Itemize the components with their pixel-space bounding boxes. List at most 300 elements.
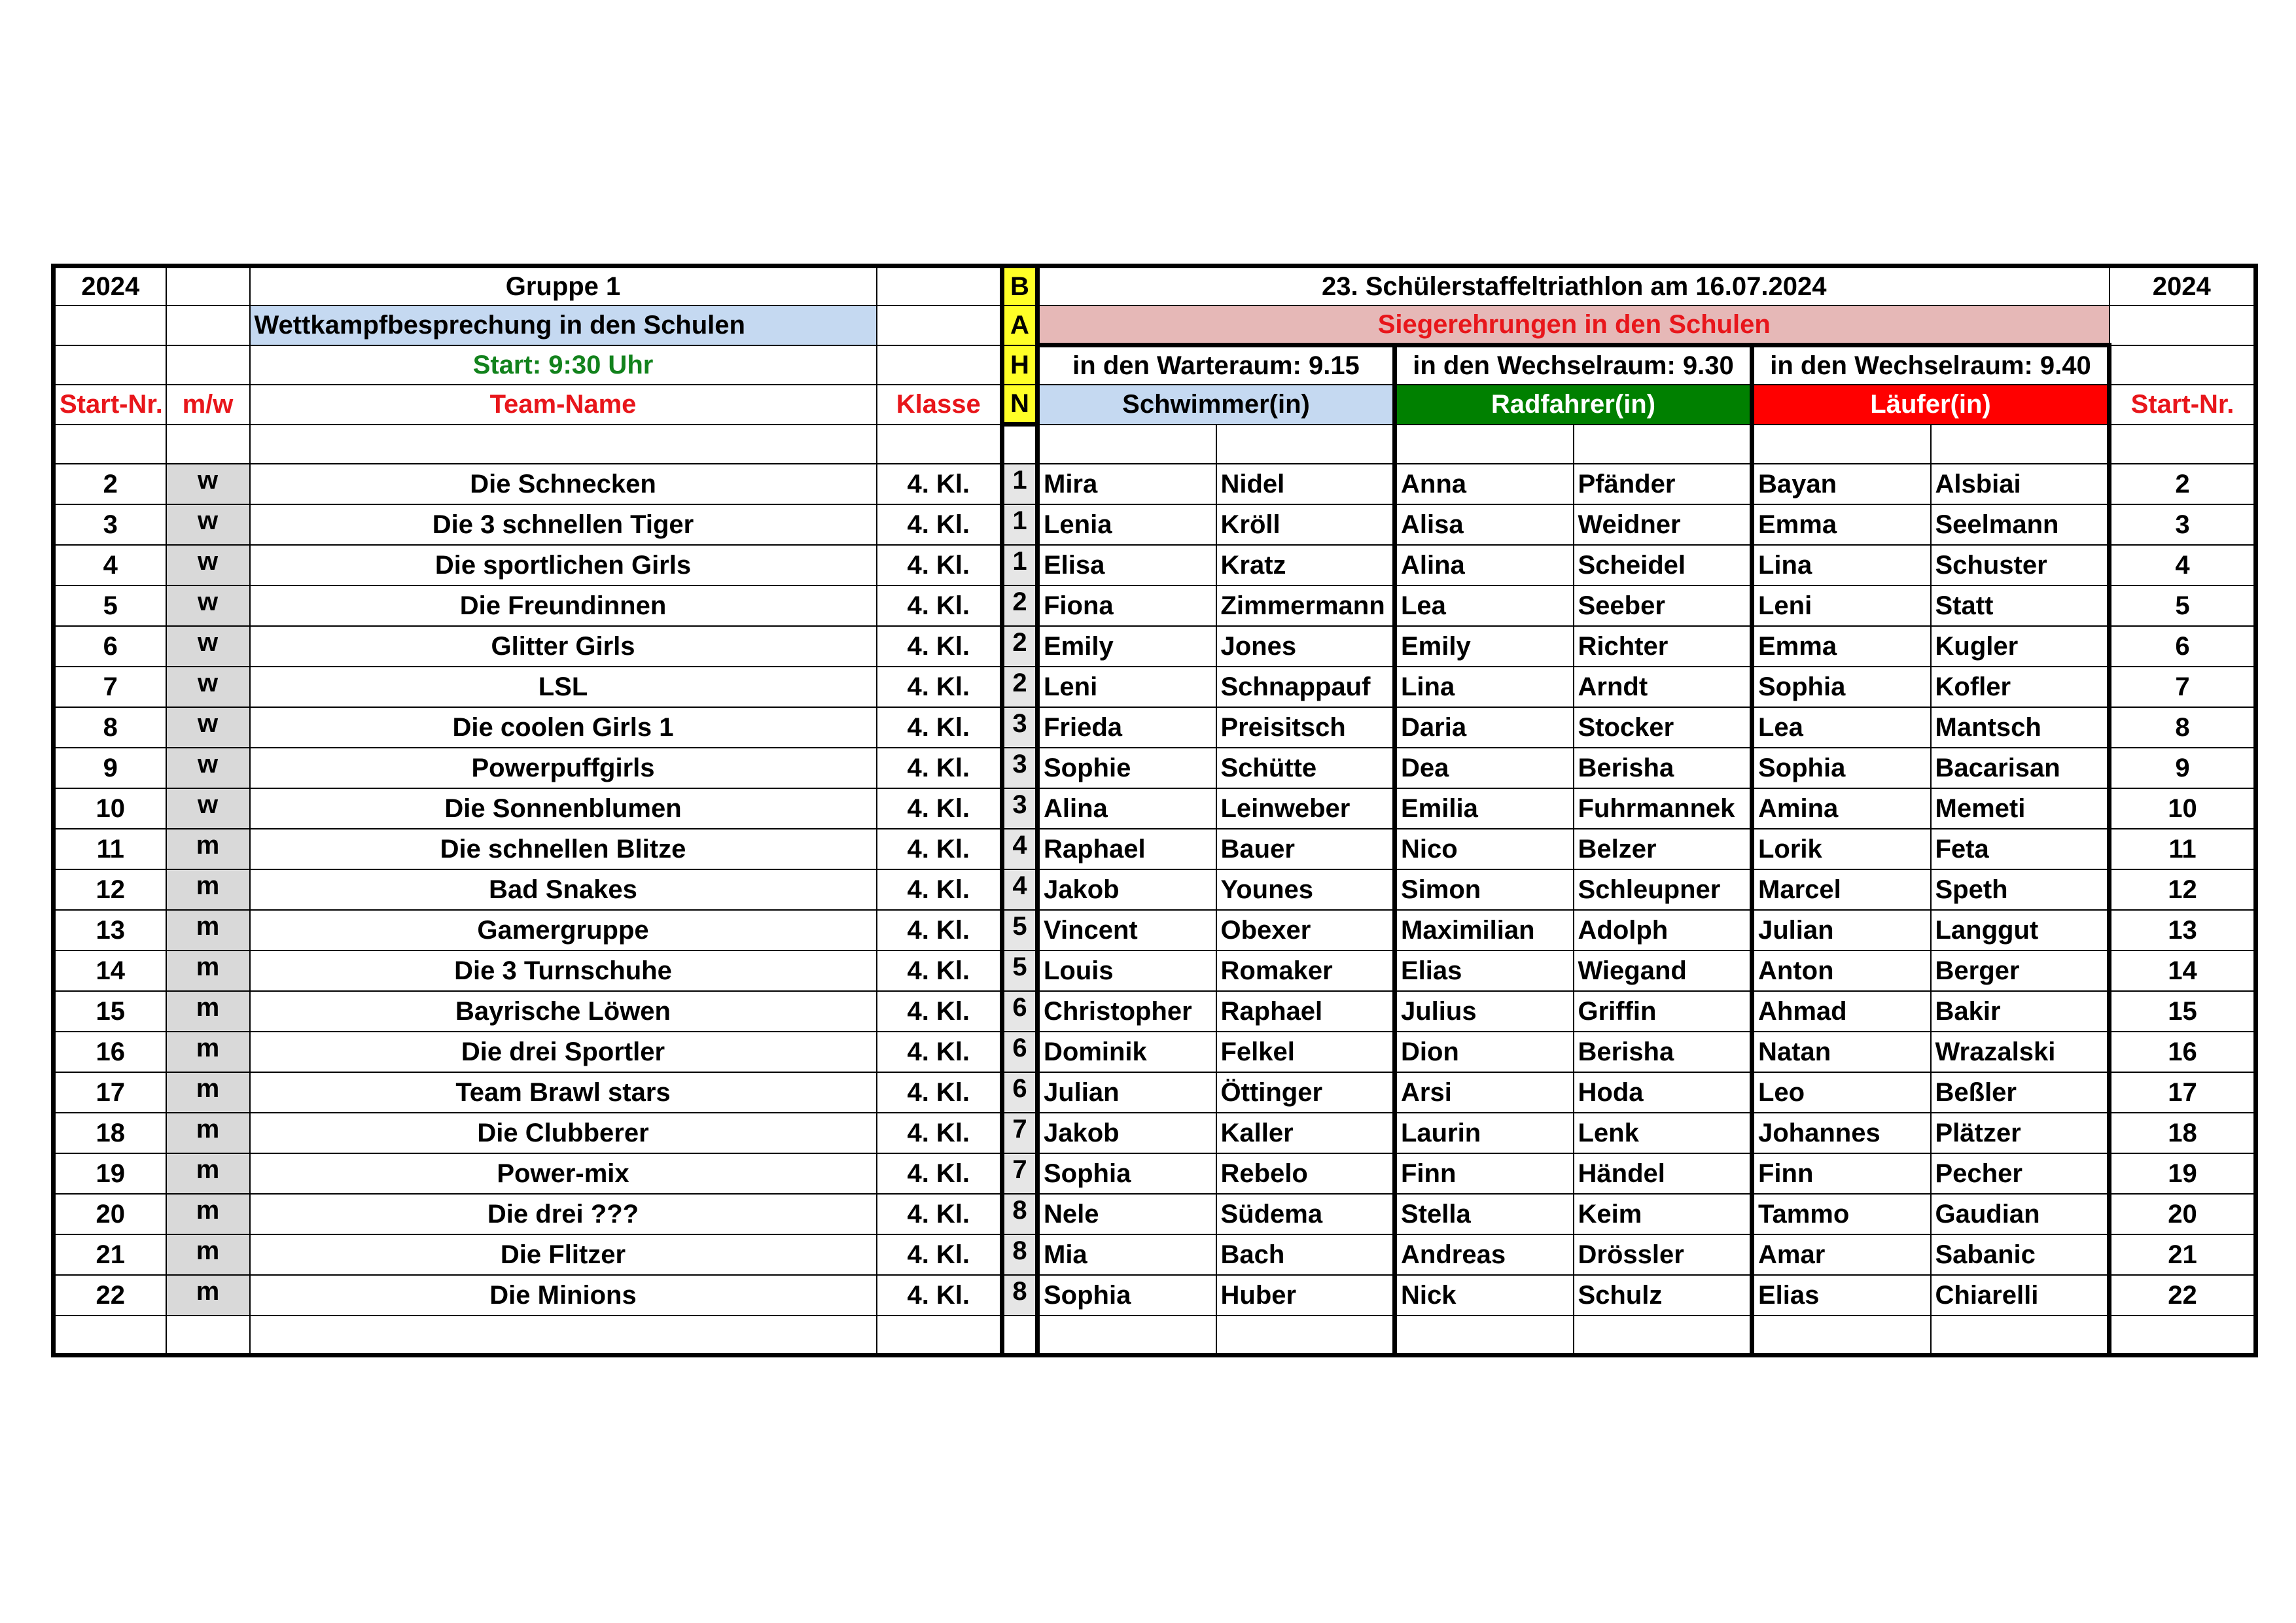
- cyclist-first-name: Emily: [1395, 626, 1574, 667]
- swimmer-first-name: Julian: [1038, 1072, 1216, 1113]
- team-name: Power-mix: [250, 1153, 877, 1194]
- empty-cell: [877, 266, 1002, 306]
- team-name: LSL: [250, 667, 877, 707]
- team-name: Die coolen Girls 1: [250, 707, 877, 748]
- runner-last-name: Feta: [1931, 829, 2110, 869]
- lane-number: 2: [1002, 626, 1038, 667]
- gender-mark: m: [166, 829, 250, 869]
- team-name: Die sportlichen Girls: [250, 545, 877, 585]
- lane-number: 8: [1002, 1234, 1038, 1275]
- runner-last-name: Bakir: [1931, 991, 2110, 1032]
- empty-cell: [1002, 1316, 1038, 1355]
- runner-first-name: Sophia: [1752, 748, 1931, 788]
- start-number: 20: [54, 1194, 166, 1234]
- table-row: [54, 788, 2256, 829]
- start-number: 14: [54, 951, 166, 991]
- runner-last-name: Memeti: [1931, 788, 2110, 829]
- runner-first-name: Finn: [1752, 1153, 1931, 1194]
- empty-cell: [1574, 1316, 1752, 1355]
- class-label: 4. Kl.: [877, 504, 1002, 545]
- empty-cell: [250, 1316, 877, 1355]
- gender-mark: m: [166, 1275, 250, 1316]
- warteraum-time: in den Warteraum: 9.15: [1038, 345, 1395, 385]
- swimmer-first-name: Mia: [1038, 1234, 1216, 1275]
- table-row: [54, 464, 2256, 504]
- runner-last-name: Wrazalski: [1931, 1032, 2110, 1072]
- runner-first-name: Tammo: [1752, 1194, 1931, 1234]
- cyclist-first-name: Andreas: [1395, 1234, 1574, 1275]
- swimmer-last-name: Öttinger: [1216, 1072, 1395, 1113]
- runner-first-name: Sophia: [1752, 667, 1931, 707]
- swimmer-last-name: Kratz: [1216, 545, 1395, 585]
- year-right: 2024: [2110, 266, 2256, 306]
- start-number: 9: [54, 748, 166, 788]
- gender-mark: w: [166, 464, 250, 504]
- start-number-right: 7: [2110, 667, 2256, 707]
- swimmer-last-name: Huber: [1216, 1275, 1395, 1316]
- gender-mark: w: [166, 626, 250, 667]
- table-row: [54, 1032, 2256, 1072]
- cyclist-first-name: Finn: [1395, 1153, 1574, 1194]
- start-number: 19: [54, 1153, 166, 1194]
- table-row: [54, 1275, 2256, 1316]
- empty-cell: [54, 1316, 166, 1355]
- start-number-right: 3: [2110, 504, 2256, 545]
- empty-cell: [166, 1316, 250, 1355]
- cyclist-last-name: Richter: [1574, 626, 1752, 667]
- start-number: 10: [54, 788, 166, 829]
- runner-first-name: Lina: [1752, 545, 1931, 585]
- swimmer-first-name: Lenia: [1038, 504, 1216, 545]
- empty-cell: [1752, 425, 1931, 464]
- start-number: 3: [54, 504, 166, 545]
- cyclist-last-name: Griffin: [1574, 991, 1752, 1032]
- class-label: 4. Kl.: [877, 1113, 1002, 1153]
- gender-mark: m: [166, 1194, 250, 1234]
- gender-mark: w: [166, 545, 250, 585]
- start-number: 4: [54, 545, 166, 585]
- cyclist-last-name: Weidner: [1574, 504, 1752, 545]
- class-label: 4. Kl.: [877, 829, 1002, 869]
- table-row: [54, 829, 2256, 869]
- start-number: 5: [54, 585, 166, 626]
- class-label: 4. Kl.: [877, 545, 1002, 585]
- gender-mark: w: [166, 707, 250, 748]
- start-number-right: 14: [2110, 951, 2256, 991]
- team-name: Die 3 Turnschuhe: [250, 951, 877, 991]
- swimmer-first-name: Sophia: [1038, 1275, 1216, 1316]
- team-name: Die Clubberer: [250, 1113, 877, 1153]
- runner-first-name: Julian: [1752, 910, 1931, 951]
- empty-cell: [54, 305, 166, 345]
- empty-cell: [1931, 1316, 2110, 1355]
- runner-last-name: Beßler: [1931, 1072, 2110, 1113]
- swimmer-last-name: Bach: [1216, 1234, 1395, 1275]
- empty-cell: [54, 345, 166, 385]
- empty-cell: [877, 305, 1002, 345]
- swimmer-first-name: Mira: [1038, 464, 1216, 504]
- cyclist-last-name: Schulz: [1574, 1275, 1752, 1316]
- team-name: Gamergruppe: [250, 910, 877, 951]
- swimmer-last-name: Younes: [1216, 869, 1395, 910]
- start-number-right: 15: [2110, 991, 2256, 1032]
- cyclist-first-name: Maximilian: [1395, 910, 1574, 951]
- cyclist-last-name: Fuhrmannek: [1574, 788, 1752, 829]
- empty-cell: [877, 345, 1002, 385]
- empty-cell: [1216, 425, 1395, 464]
- table-row: [54, 748, 2256, 788]
- empty-cell: [1002, 425, 1038, 464]
- gender-mark: m: [166, 1113, 250, 1153]
- start-number: 15: [54, 991, 166, 1032]
- awards-note: Siegerehrungen in den Schulen: [1038, 305, 2110, 345]
- team-name: Die Schnecken: [250, 464, 877, 504]
- runner-first-name: Amar: [1752, 1234, 1931, 1275]
- team-name: Die drei ???: [250, 1194, 877, 1234]
- runner-first-name: Marcel: [1752, 869, 1931, 910]
- runner-last-name: Kugler: [1931, 626, 2110, 667]
- gender-mark: m: [166, 1072, 250, 1113]
- cyclist-last-name: Belzer: [1574, 829, 1752, 869]
- runner-first-name: Lea: [1752, 707, 1931, 748]
- runner-first-name: Emma: [1752, 626, 1931, 667]
- cyclist-first-name: Simon: [1395, 869, 1574, 910]
- runner-first-name: Leo: [1752, 1072, 1931, 1113]
- lane-number: 8: [1002, 1194, 1038, 1234]
- swimmer-last-name: Schnappauf: [1216, 667, 1395, 707]
- empty-cell: [877, 1316, 1002, 1355]
- cyclist-first-name: Stella: [1395, 1194, 1574, 1234]
- swimmer-last-name: Nidel: [1216, 464, 1395, 504]
- runner-last-name: Pecher: [1931, 1153, 2110, 1194]
- empty-cell: [877, 425, 1002, 464]
- swimmer-first-name: Sophia: [1038, 1153, 1216, 1194]
- start-number-right: 18: [2110, 1113, 2256, 1153]
- swimmer-last-name: Schütte: [1216, 748, 1395, 788]
- swimmer-last-name: Jones: [1216, 626, 1395, 667]
- empty-cell: [1395, 425, 1574, 464]
- class-label: 4. Kl.: [877, 951, 1002, 991]
- start-time: Start: 9:30 Uhr: [250, 345, 877, 385]
- start-number-right: 6: [2110, 626, 2256, 667]
- bahn-letter-n: N: [1002, 385, 1038, 425]
- class-label: 4. Kl.: [877, 991, 1002, 1032]
- cyclist-first-name: Julius: [1395, 991, 1574, 1032]
- start-number: 7: [54, 667, 166, 707]
- lane-number: 4: [1002, 829, 1038, 869]
- start-number-right: 12: [2110, 869, 2256, 910]
- col-cyclist: Radfahrer(in): [1395, 385, 1752, 425]
- runner-last-name: Gaudian: [1931, 1194, 2110, 1234]
- lane-number: 5: [1002, 951, 1038, 991]
- runner-last-name: Bacarisan: [1931, 748, 2110, 788]
- start-number: 16: [54, 1032, 166, 1072]
- runner-last-name: Berger: [1931, 951, 2110, 991]
- lane-number: 1: [1002, 504, 1038, 545]
- swimmer-first-name: Fiona: [1038, 585, 1216, 626]
- cyclist-first-name: Lina: [1395, 667, 1574, 707]
- start-number-right: 10: [2110, 788, 2256, 829]
- empty-cell: [1038, 1316, 1216, 1355]
- lane-number: 7: [1002, 1153, 1038, 1194]
- swimmer-last-name: Felkel: [1216, 1032, 1395, 1072]
- lane-number: 3: [1002, 748, 1038, 788]
- empty-cell: [166, 305, 250, 345]
- table-row: [54, 545, 2256, 585]
- start-number-right: 11: [2110, 829, 2256, 869]
- swimmer-first-name: Frieda: [1038, 707, 1216, 748]
- start-number-right: 21: [2110, 1234, 2256, 1275]
- start-number: 11: [54, 829, 166, 869]
- cyclist-last-name: Schleupner: [1574, 869, 1752, 910]
- swimmer-last-name: Kaller: [1216, 1113, 1395, 1153]
- empty-cell: [54, 425, 166, 464]
- lane-number: 8: [1002, 1275, 1038, 1316]
- swimmer-last-name: Romaker: [1216, 951, 1395, 991]
- gender-mark: m: [166, 991, 250, 1032]
- cyclist-first-name: Arsi: [1395, 1072, 1574, 1113]
- team-name: Powerpuffgirls: [250, 748, 877, 788]
- empty-cell: [2110, 345, 2256, 385]
- swimmer-first-name: Sophie: [1038, 748, 1216, 788]
- team-name: Die Flitzer: [250, 1234, 877, 1275]
- wechselraum-time-1: in den Wechselraum: 9.30: [1395, 345, 1752, 385]
- cyclist-first-name: Alisa: [1395, 504, 1574, 545]
- table-row: [54, 1316, 2256, 1355]
- empty-cell: [2110, 425, 2256, 464]
- runner-first-name: Natan: [1752, 1032, 1931, 1072]
- cyclist-last-name: Händel: [1574, 1153, 1752, 1194]
- swimmer-first-name: Alina: [1038, 788, 1216, 829]
- gender-mark: w: [166, 748, 250, 788]
- class-label: 4. Kl.: [877, 1275, 1002, 1316]
- cyclist-last-name: Pfänder: [1574, 464, 1752, 504]
- swimmer-first-name: Raphael: [1038, 829, 1216, 869]
- start-number: 17: [54, 1072, 166, 1113]
- lane-number: 3: [1002, 788, 1038, 829]
- runner-last-name: Sabanic: [1931, 1234, 2110, 1275]
- empty-cell: [250, 425, 877, 464]
- col-startnr: Start-Nr.: [54, 385, 166, 425]
- gender-mark: w: [166, 667, 250, 707]
- swimmer-first-name: Emily: [1038, 626, 1216, 667]
- group-title: Gruppe 1: [250, 266, 877, 306]
- start-number-right: 16: [2110, 1032, 2256, 1072]
- empty-cell: [166, 266, 250, 306]
- cyclist-last-name: Arndt: [1574, 667, 1752, 707]
- team-name: Glitter Girls: [250, 626, 877, 667]
- col-klasse: Klasse: [877, 385, 1002, 425]
- lane-number: 6: [1002, 1072, 1038, 1113]
- lane-number: 1: [1002, 545, 1038, 585]
- runner-first-name: Leni: [1752, 585, 1931, 626]
- col-startnr-right: Start-Nr.: [2110, 385, 2256, 425]
- class-label: 4. Kl.: [877, 1153, 1002, 1194]
- cyclist-last-name: Scheidel: [1574, 545, 1752, 585]
- empty-cell: [1038, 425, 1216, 464]
- runner-last-name: Mantsch: [1931, 707, 2110, 748]
- runner-first-name: Ahmad: [1752, 991, 1931, 1032]
- cyclist-last-name: Adolph: [1574, 910, 1752, 951]
- swimmer-first-name: Christopher: [1038, 991, 1216, 1032]
- gender-mark: w: [166, 788, 250, 829]
- cyclist-first-name: Dea: [1395, 748, 1574, 788]
- cyclist-first-name: Nico: [1395, 829, 1574, 869]
- runner-last-name: Alsbiai: [1931, 464, 2110, 504]
- cyclist-last-name: Drössler: [1574, 1234, 1752, 1275]
- bahn-letter-a: A: [1002, 305, 1038, 345]
- bahn-letter-b: B: [1002, 266, 1038, 306]
- runner-first-name: Emma: [1752, 504, 1931, 545]
- gender-mark: w: [166, 585, 250, 626]
- team-name: Die Freundinnen: [250, 585, 877, 626]
- table-row: [54, 1072, 2256, 1113]
- swimmer-last-name: Zimmermann: [1216, 585, 1395, 626]
- swimmer-last-name: Bauer: [1216, 829, 1395, 869]
- start-number-right: 4: [2110, 545, 2256, 585]
- class-label: 4. Kl.: [877, 869, 1002, 910]
- gender-mark: m: [166, 869, 250, 910]
- empty-cell: [2110, 305, 2256, 345]
- bahn-letter-h: H: [1002, 345, 1038, 385]
- class-label: 4. Kl.: [877, 585, 1002, 626]
- cyclist-last-name: Lenk: [1574, 1113, 1752, 1153]
- runner-last-name: Chiarelli: [1931, 1275, 2110, 1316]
- empty-cell: [2110, 1316, 2256, 1355]
- lane-number: 3: [1002, 707, 1038, 748]
- swimmer-first-name: Dominik: [1038, 1032, 1216, 1072]
- swimmer-first-name: Elisa: [1038, 545, 1216, 585]
- swimmer-last-name: Raphael: [1216, 991, 1395, 1032]
- start-number-right: 5: [2110, 585, 2256, 626]
- lane-number: 5: [1002, 910, 1038, 951]
- start-number: 13: [54, 910, 166, 951]
- table-row: [54, 991, 2256, 1032]
- class-label: 4. Kl.: [877, 667, 1002, 707]
- team-name: Die 3 schnellen Tiger: [250, 504, 877, 545]
- table-row: [54, 1153, 2256, 1194]
- swimmer-first-name: Vincent: [1038, 910, 1216, 951]
- start-number: 8: [54, 707, 166, 748]
- team-name: Die drei Sportler: [250, 1032, 877, 1072]
- briefing-note: Wettkampfbesprechung in den Schulen: [250, 305, 877, 345]
- cyclist-last-name: Stocker: [1574, 707, 1752, 748]
- class-label: 4. Kl.: [877, 707, 1002, 748]
- cyclist-first-name: Daria: [1395, 707, 1574, 748]
- class-label: 4. Kl.: [877, 1234, 1002, 1275]
- swimmer-first-name: Jakob: [1038, 869, 1216, 910]
- swimmer-first-name: Leni: [1038, 667, 1216, 707]
- class-label: 4. Kl.: [877, 626, 1002, 667]
- swimmer-last-name: Kröll: [1216, 504, 1395, 545]
- empty-cell: [1574, 425, 1752, 464]
- table-row: [54, 707, 2256, 748]
- start-number: 2: [54, 464, 166, 504]
- empty-cell: [1931, 425, 2110, 464]
- swimmer-first-name: Nele: [1038, 1194, 1216, 1234]
- col-swimmer: Schwimmer(in): [1038, 385, 1395, 425]
- runner-last-name: Kofler: [1931, 667, 2110, 707]
- table-row: [54, 1234, 2256, 1275]
- team-name: Die schnellen Blitze: [250, 829, 877, 869]
- lane-number: 2: [1002, 585, 1038, 626]
- runner-first-name: Lorik: [1752, 829, 1931, 869]
- class-label: 4. Kl.: [877, 1032, 1002, 1072]
- start-number: 6: [54, 626, 166, 667]
- cyclist-first-name: Emilia: [1395, 788, 1574, 829]
- cyclist-first-name: Nick: [1395, 1275, 1574, 1316]
- col-team-name: Team-Name: [250, 385, 877, 425]
- class-label: 4. Kl.: [877, 1072, 1002, 1113]
- table-row: [54, 1194, 2256, 1234]
- class-label: 4. Kl.: [877, 748, 1002, 788]
- table-row: [54, 504, 2256, 545]
- start-number: 18: [54, 1113, 166, 1153]
- class-label: 4. Kl.: [877, 464, 1002, 504]
- swimmer-last-name: Rebelo: [1216, 1153, 1395, 1194]
- runner-first-name: Johannes: [1752, 1113, 1931, 1153]
- empty-cell: [166, 425, 250, 464]
- table-row: [54, 626, 2256, 667]
- start-number-right: 22: [2110, 1275, 2256, 1316]
- swimmer-first-name: Louis: [1038, 951, 1216, 991]
- start-number-right: 2: [2110, 464, 2256, 504]
- runner-last-name: Langgut: [1931, 910, 2110, 951]
- swimmer-last-name: Leinweber: [1216, 788, 1395, 829]
- gender-mark: m: [166, 1234, 250, 1275]
- gender-mark: m: [166, 1153, 250, 1194]
- team-name: Team Brawl stars: [250, 1072, 877, 1113]
- cyclist-last-name: Seeber: [1574, 585, 1752, 626]
- gender-mark: w: [166, 504, 250, 545]
- cyclist-first-name: Elias: [1395, 951, 1574, 991]
- table-row: [54, 910, 2256, 951]
- cyclist-first-name: Alina: [1395, 545, 1574, 585]
- start-number-right: 8: [2110, 707, 2256, 748]
- empty-cell: [1216, 1316, 1395, 1355]
- cyclist-last-name: Wiegand: [1574, 951, 1752, 991]
- cyclist-last-name: Keim: [1574, 1194, 1752, 1234]
- lane-number: 6: [1002, 991, 1038, 1032]
- col-runner: Läufer(in): [1752, 385, 2110, 425]
- class-label: 4. Kl.: [877, 910, 1002, 951]
- class-label: 4. Kl.: [877, 788, 1002, 829]
- runner-first-name: Anton: [1752, 951, 1931, 991]
- team-name: Die Minions: [250, 1275, 877, 1316]
- runner-last-name: Plätzer: [1931, 1113, 2110, 1153]
- col-mw: m/w: [166, 385, 250, 425]
- event-title: 23. Schülerstaffeltriathlon am 16.07.2024: [1038, 266, 2110, 306]
- runner-last-name: Seelmann: [1931, 504, 2110, 545]
- cyclist-first-name: Lea: [1395, 585, 1574, 626]
- year-left: 2024: [54, 266, 166, 306]
- start-number: 21: [54, 1234, 166, 1275]
- start-number-right: 13: [2110, 910, 2256, 951]
- table-row: [54, 667, 2256, 707]
- lane-number: 7: [1002, 1113, 1038, 1153]
- cyclist-last-name: Hoda: [1574, 1072, 1752, 1113]
- lane-number: 4: [1002, 869, 1038, 910]
- group-start-list-table: [51, 264, 2258, 1357]
- empty-cell: [1752, 1316, 1931, 1355]
- class-label: 4. Kl.: [877, 1194, 1002, 1234]
- cyclist-last-name: Berisha: [1574, 1032, 1752, 1072]
- runner-last-name: Statt: [1931, 585, 2110, 626]
- start-number-right: 17: [2110, 1072, 2256, 1113]
- cyclist-first-name: Dion: [1395, 1032, 1574, 1072]
- wechselraum-time-2: in den Wechselraum: 9.40: [1752, 345, 2110, 385]
- start-number: 22: [54, 1275, 166, 1316]
